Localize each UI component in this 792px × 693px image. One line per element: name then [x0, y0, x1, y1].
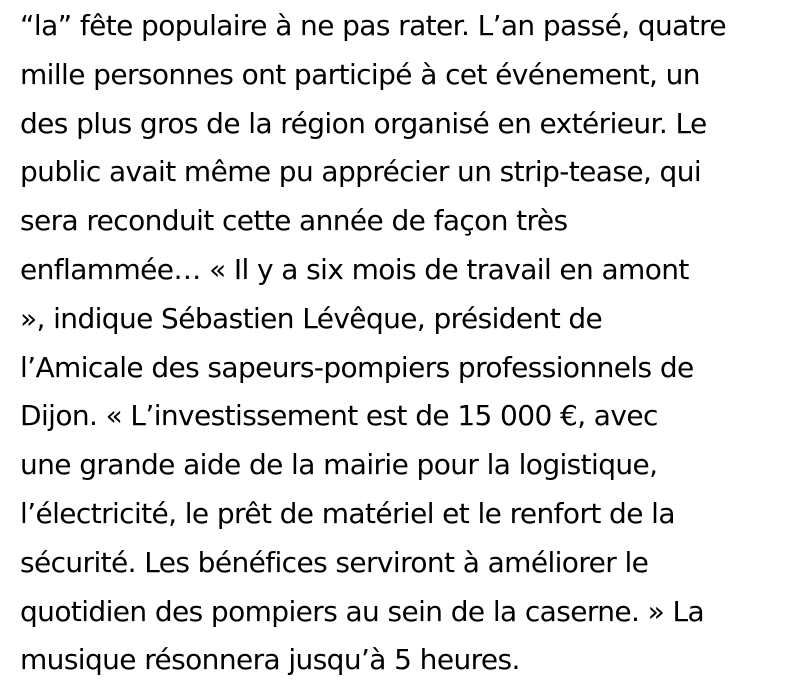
article-paragraph	[20, 2, 772, 685]
text-line: sera reconduit cette année de façon très	[20, 204, 568, 238]
text-line: “la” fête populaire à ne pas rater. L’an passé, quatre	[20, 9, 726, 42]
text-line: l’électricité, le prêt de matériel et le renfort de la	[20, 496, 675, 530]
text-line: mille personnes ont participé à cet événement, un	[20, 57, 700, 91]
text-line: sécurité. Les bénéfices serviront à améliorer le	[20, 545, 649, 579]
text-line: l’Amicale des sapeurs-pompiers professionnels de	[20, 350, 694, 384]
text-line: des plus gros de la région organisé en extérieur. Le	[20, 106, 707, 140]
text-line: une grande aide de la mairie pour la logistique,	[20, 448, 658, 482]
text-line: enflammée… « Il y a six mois de travail en amont	[20, 252, 689, 286]
text-line: musique résonnera jusqu’à 5 heures.	[20, 643, 520, 677]
text-line: public avait même pu apprécier un strip-tease, qui	[20, 155, 702, 189]
text-line: Dijon. « L’investissement est de 15 000 €, avec	[20, 399, 658, 433]
text-line: », indique Sébastien Lévêque, président de	[20, 301, 603, 335]
text-line: quotidien des pompiers au sein de la caserne. » La	[20, 594, 705, 628]
